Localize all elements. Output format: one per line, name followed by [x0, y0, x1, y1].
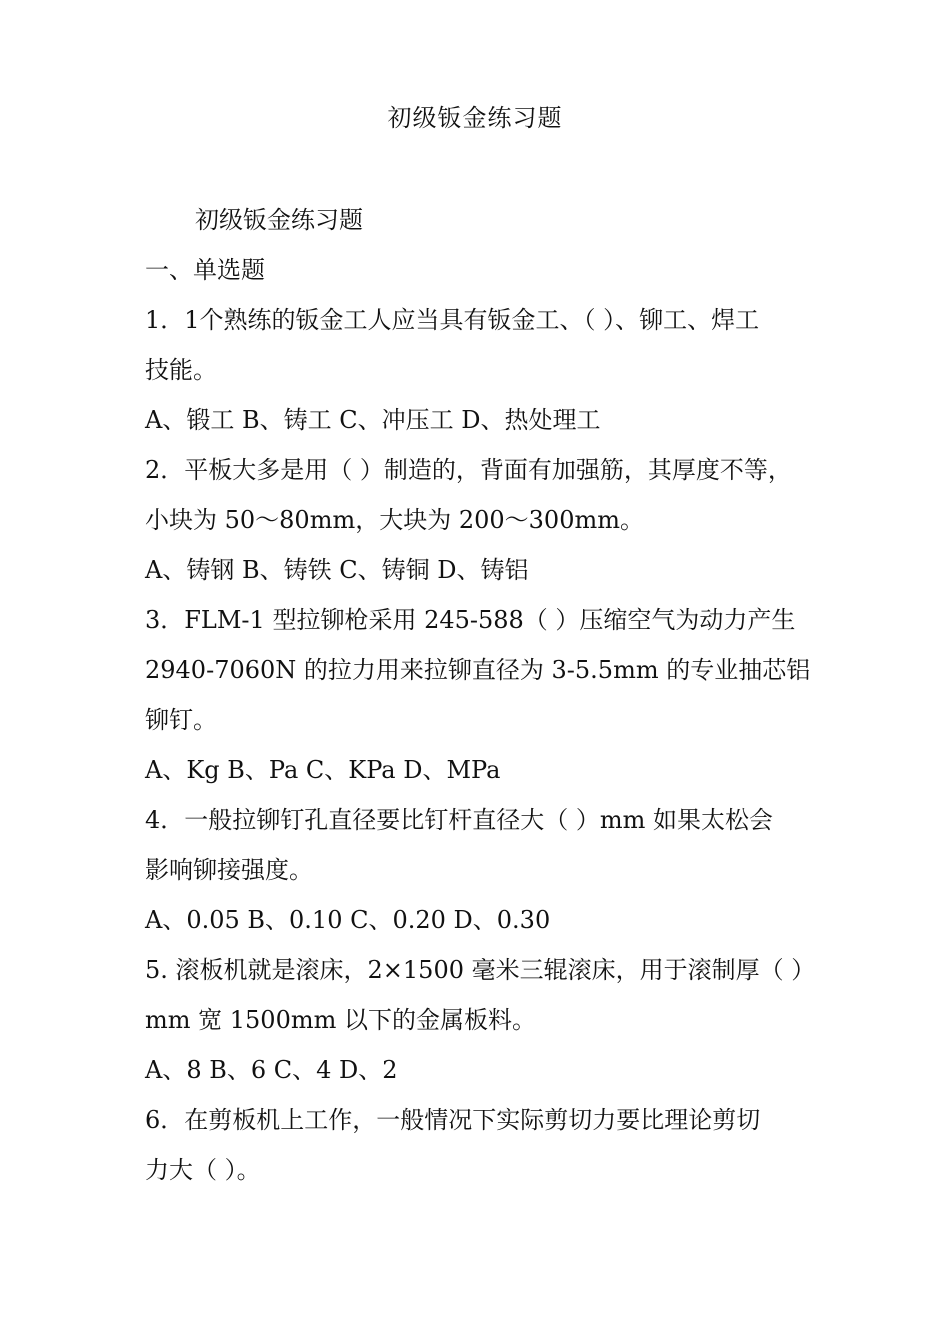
question-4-line-2: 影响铆接强度。	[145, 856, 313, 884]
section-heading: 初级钣金练习题	[195, 206, 363, 234]
question-4-line-1: 4．一般拉铆钉孔直径要比钉杆直径大（ ）mm 如果太松会	[145, 806, 774, 834]
document-body	[145, 195, 817, 1195]
question-2-line-1: 2．平板大多是用（ ）制造的，背面有加强筋，其厚度不等，	[145, 456, 792, 484]
question-5-line-1: 5. 滚板机就是滚床，2×1500 毫米三辊滚床，用于滚制厚（ ）	[145, 956, 816, 984]
question-3-line-1: 3．FLM-1 型拉铆枪采用 245-588（ ）压缩空气为动力产生	[145, 606, 796, 634]
document-title: 初级钣金练习题	[387, 104, 563, 132]
question-6-line-2: 力大（ ）。	[145, 1156, 261, 1184]
question-1-options: A、锻工 B、铸工 C、冲压工 D、热处理工	[145, 406, 601, 434]
question-3-options: A、Kg B、Pa C、KPa D、MPa	[145, 756, 501, 784]
question-1-line-1: 1．1个熟练的钣金工人应当具有钣金工、（ ）、铆工、焊工	[145, 306, 760, 334]
question-3-line-3: 铆钉。	[145, 706, 217, 734]
question-1-line-2: 技能。	[145, 356, 217, 384]
section-subheading: 一、单选题	[145, 256, 265, 284]
question-6-line-1: 6．在剪板机上工作，一般情况下实际剪切力要比理论剪切	[145, 1106, 761, 1134]
question-4-options: A、0.05 B、0.10 C、0.20 D、0.30	[145, 906, 551, 934]
question-2-options: A、铸钢 B、铸铁 C、铸铜 D、铸铝	[145, 556, 529, 584]
question-5-options: A、8 B、6 C、4 D、2	[145, 1056, 398, 1084]
question-3-line-2: 2940-7060N 的拉力用来拉铆直径为 3-5.5mm 的专业抽芯铝	[145, 656, 811, 684]
question-5-line-2: mm 宽 1500mm 以下的金属板料。	[145, 1006, 536, 1034]
question-2-line-2: 小块为 50～80mm，大块为 200～300mm。	[145, 506, 644, 534]
